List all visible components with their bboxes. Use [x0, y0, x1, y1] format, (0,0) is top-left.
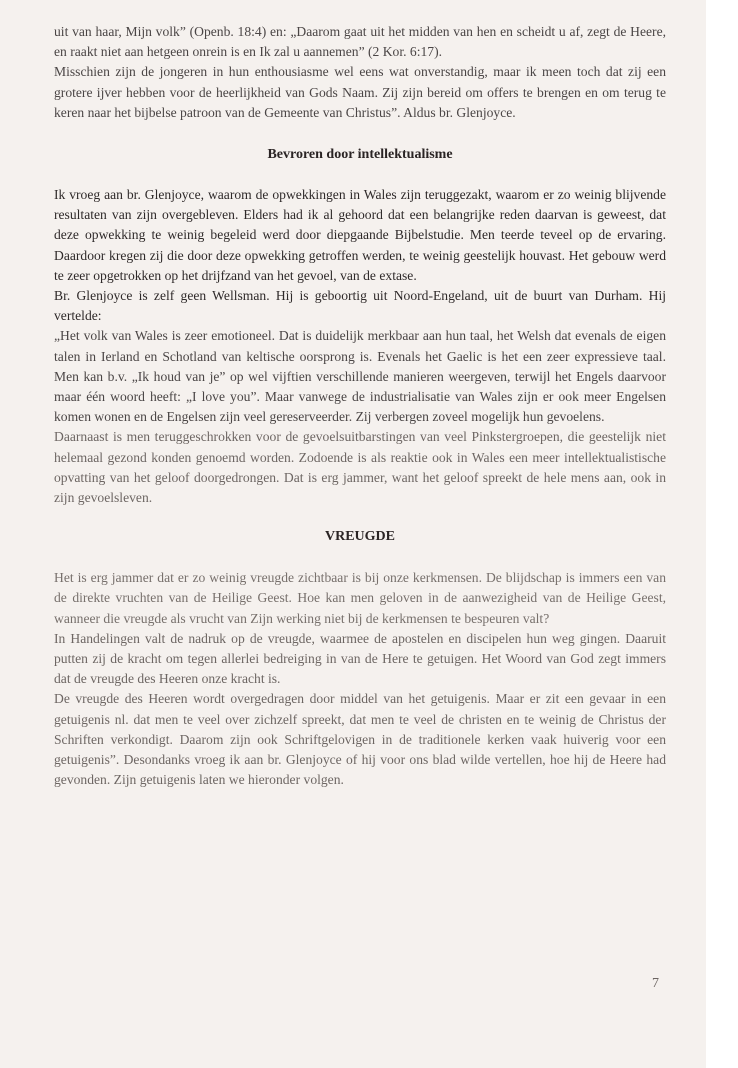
paragraph-glenjoyce-origin: Br. Glenjoyce is zelf geen Wellsman. Hij is geboortig uit Noord-Engeland, uit de buurt van Durham. Hij vertelde:: [54, 288, 666, 324]
paragraph-testimony: De vreugde des Heeren wordt overgedragen door middel van het getuigenis. Maar er zit een gevaar in een getuigenis nl. dat men te veel over zichzelf spreekt, dat men te veel de christen en te weinig de Christus der Schriften verkondigt. Daarom zijn ook Schriftgelovigen in de traditionele kerken vaak huiverig voor een getuigenis”. Desondanks vroeg ik aan br. Glenjoyce of hij voor ons blad wilde vertellen, hoe hij de Heere had gevonden. Zijn getuigenis laten we hieronder volgen.: [54, 691, 666, 788]
paragraph-pentecostal-reaction: Daarnaast is men teruggeschrokken voor de gevoelsuitbarstingen van veel Pinkstergroepen, die geestelijk niet helemaal gezond konden genoemd worden. Zodoende is als reaktie ook in Wales een meer intellektualistische opvatting van het geloof doorgedrongen. Dat is erg jammer, want het geloof spreekt de hele mens aan, ook in zijn gevoelsleven.: [54, 429, 666, 506]
section-heading-vreugde: VREUGDE: [324, 529, 395, 545]
section-heading-intellectualism: Bevroren door intellektualisme: [267, 147, 453, 163]
paragraph-revival-question: Ik vroeg aan br. Glenjoyce, waarom de opwekkingen in Wales zijn teruggezakt, waarom er zo weinig blijvende resultaten van zijn overgebleven. Elders had ik al gehoord dat een belangrijke reden daarvan is geweest, dat deze opwekking te weinig begeleid werd door diepgaande Bijbelstudie. Men teerde teveel op de ervaring. Daardoor kregen zij die door deze opwekking getroffen werden, te weinig geestelijk houvast. Het gebouw werd te zeer opgetrokken op het drijfzand van het gevoel, van de extase.: [54, 187, 666, 283]
paragraph-welsh-emotion: „Het volk van Wales is zeer emotioneel. Dat is duidelijk merkbaar aan hun taal, het Welsh dat evenals de eigen talen in Ierland en Schotland van keltische oorsprong is. Evenals het Gaelic is het een zeer expressieve taal. Men kan b.v. „Ik houd van je” op wel vijftien verschillende manieren weergeven, terwijl het Engels daarvoor maar één woord heeft: „I love you”. Maar vanwege de industrialisatie van Wales zijn er ook meer Engelsen komen wonen en de Engelsen zijn veel gereserveerder. Zij verbergen zoveel mogelijk hun gevoelens.: [54, 328, 666, 425]
page-number: 7: [652, 976, 659, 991]
paragraph-quote-end: uit van haar, Mijn volk” (Openb. 18:4) en: „Daarom gaat uit het midden van hen en scheidt u af, zegt de Heere, en raakt niet aan hetgeen onrein is en Ik zal u aannemen” (2 Kor. 6:17).: [54, 24, 666, 60]
paragraph-young-people: Misschien zijn de jongeren in hun enthousiasme wel eens wat onverstandig, maar ik meen toch dat zij een grotere ijver hebben voor de heerlijkheid van Gods Naam. Zij zijn bereid om offers te brengen en om terug te keren naar het bijbelse patroon van de Gemeente van Christus”. Aldus br. Glenjoyce.: [54, 64, 666, 120]
article-body: [54, 22, 666, 791]
paragraph-acts-joy: In Handelingen valt de nadruk op de vreugde, waarmee de apostelen en discipelen hun weg gingen. Daaruit putten zij de kracht om tegen allerlei bedreiging in van de Here te getuigen. Het Woord van God zegt immers dat de vreugde des Heeren onze kracht is.: [54, 630, 666, 687]
paragraph-joy-lacking: Het is erg jammer dat er zo weinig vreugde zichtbaar is bij onze kerkmensen. De blijdschap is immers een van de direkte vruchten van de Heilige Geest. Hoe kan men geloven in de aanwezigheid van de Heilige Geest, wanneer die vreugde als vrucht van Zijn werking niet bij de kerkmensen te bespeuren valt?: [54, 570, 666, 626]
